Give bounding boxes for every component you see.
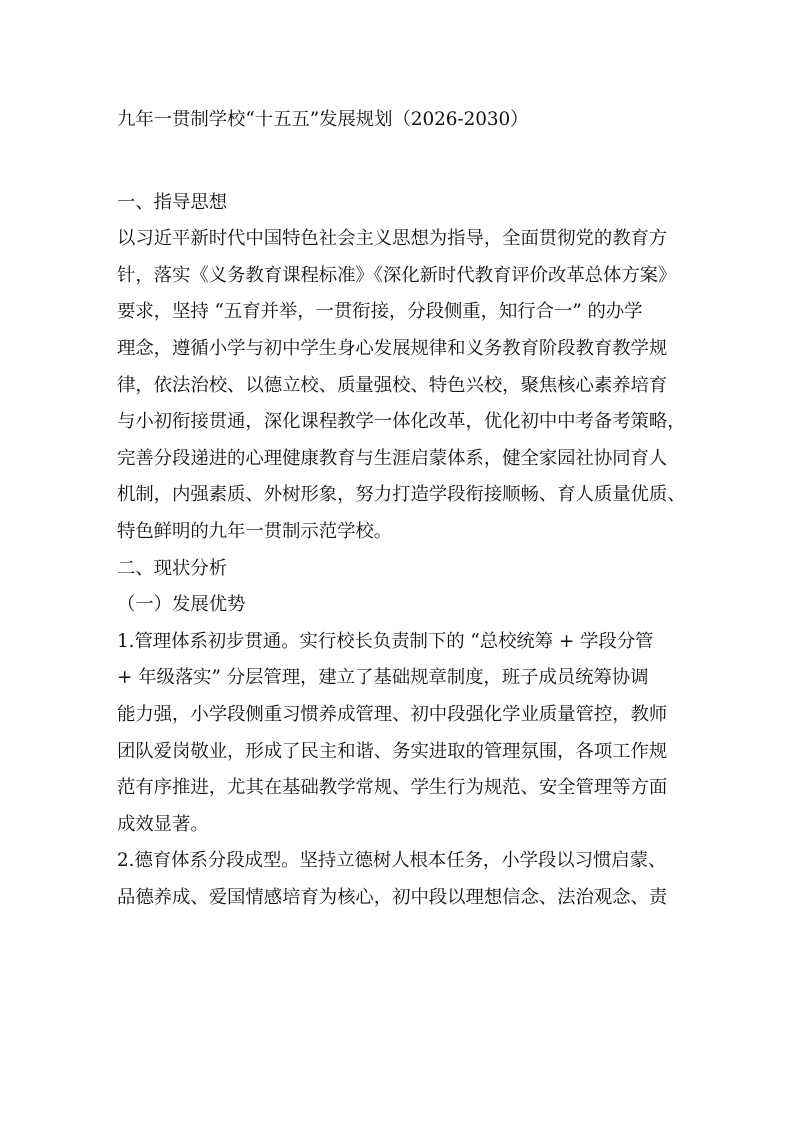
paragraph-line: 针，落实《义务教育课程标准》《深化新时代教育评价改革总体方案》: [117, 264, 677, 286]
paragraph-line: 与小初衔接贯通，深化课程教学一体化改革，优化初中中考备考策略，: [117, 411, 686, 433]
paragraph-line: 品德养成、爱国情感培育为核心，初中段以理想信念、法治观念、责: [117, 886, 668, 908]
paragraph-line: + 年级落实” 分层管理，建立了基础规章制度，班子成员统筹协调: [117, 667, 649, 689]
paragraph-line: 团队爱岗敬业，形成了民主和谐、务实进取的管理氛围，各项工作规: [117, 740, 668, 762]
paragraph-line: 成效显著。: [117, 813, 209, 835]
paragraph-line: 理念，遵循小学与初中学生身心发展规律和义务教育阶段教育教学规: [117, 337, 668, 359]
paragraph-line: 要求，坚持 “五育并举，一贯衔接，分段侧重，知行合一” 的办学: [117, 301, 643, 323]
paragraph-line: 2.德育体系分段成型。坚持立德树人根本任务，小学段以习惯启蒙、: [117, 850, 667, 872]
paragraph-line: 机制，内强素质、外树形象，努力打造学段衔接顺畅、育人质量优质、: [117, 484, 686, 506]
paragraph-line: 完善分段递进的心理健康教育与生涯启蒙体系，健全家园社协同育人: [117, 447, 668, 469]
guiding-ideology-paragraph: [117, 221, 686, 550]
paragraph-line: 范有序推进，尤其在基础教学常规、学生行为规范、安全管理等方面: [117, 777, 668, 799]
document-page: [117, 102, 686, 916]
paragraph-line: 以习近平新时代中国特色社会主义思想为指导，全面贯彻党的教育方: [117, 228, 668, 250]
paragraph-line: 1.管理体系初步贯通。实行校长负责制下的 “总校统筹 + 学段分管: [117, 630, 654, 652]
subheading-development-advantages: （一）发展优势: [117, 594, 246, 616]
paragraph-line: 特色鲜明的九年一贯制示范学校。: [117, 520, 393, 542]
advantage-item-1: [117, 624, 677, 844]
section-heading-guiding-ideology: 一、指导思想: [117, 191, 228, 213]
paragraph-line: 能力强，小学段侧重习惯养成管理、初中段强化学业质量管控，教师: [117, 703, 668, 725]
section-heading-status-analysis: 二、现状分析: [117, 557, 228, 579]
document-title: 九年一贯制学校“十五五”发展规划（2026-2030）: [117, 109, 529, 130]
paragraph-line: 律，依法治校、以德立校、质量强校、特色兴校，聚焦核心素养培育: [117, 374, 668, 396]
advantage-item-2: [117, 843, 677, 916]
